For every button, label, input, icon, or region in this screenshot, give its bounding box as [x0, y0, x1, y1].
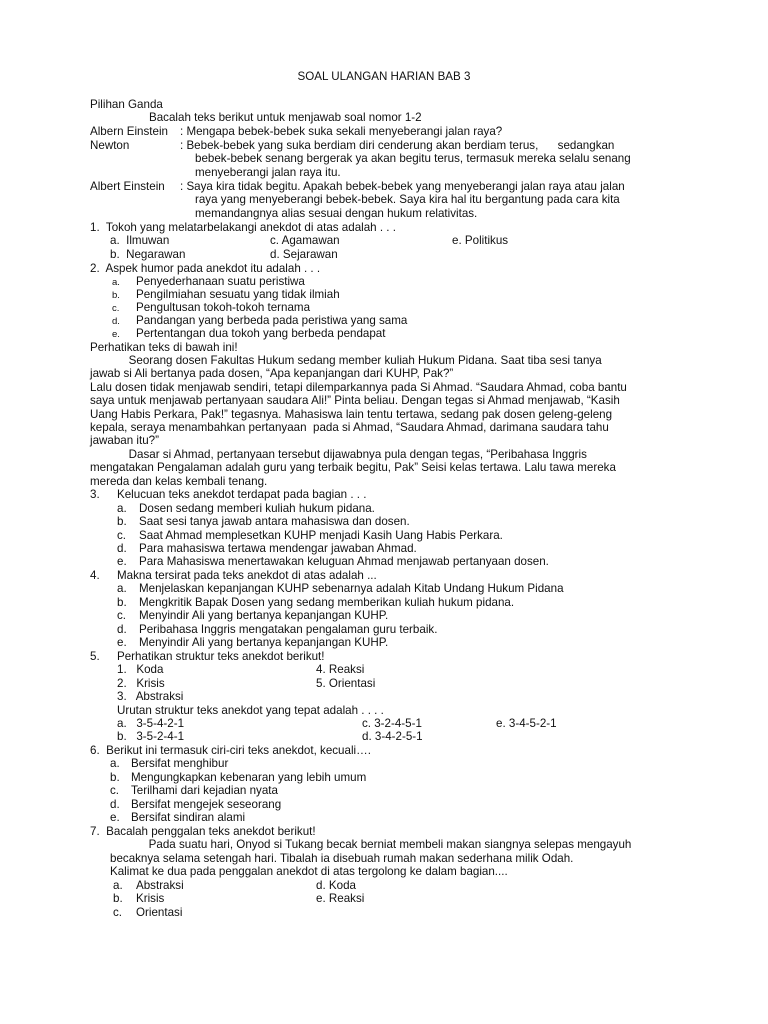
dialog-speaker-1: Albern Einstein	[90, 125, 168, 138]
option-letter: a.	[113, 879, 123, 892]
instruction-1: Bacalah teks berikut untuk menjawab soal nomor 1-2	[149, 111, 422, 124]
option-letter: d.	[117, 542, 127, 555]
option: Para mahasiswa tertawa mendengar jawaban Ahmad.	[139, 542, 417, 555]
passage-line: mengatakan Pengalaman adalah guru yang terbaik begitu, Pak” Seisi kelas tertawa. Lalu tawa mereka	[90, 461, 616, 474]
option-letter: e.	[117, 636, 127, 649]
dialog-line: memandangnya alias sesuai dengan hukum relativitas.	[195, 207, 478, 220]
question-2: 2. Aspek humor pada anekdot itu adalah . . .	[90, 262, 321, 275]
question-1: 1. Tokoh yang melatarbelakangi anekdot di atas adalah . . .	[90, 221, 396, 234]
page-title: SOAL ULANGAN HARIAN BAB 3	[297, 70, 471, 83]
option: Penyederhanaan suatu peristiwa	[136, 275, 305, 288]
option-letter: c.	[117, 529, 127, 542]
question-5-sub: Urutan struktur teks anekdot yang tepat adalah . . . .	[117, 704, 384, 717]
option-letter: a.	[117, 502, 127, 515]
dialog-speaker-3: Albert Einstein	[90, 180, 165, 193]
question-5: Perhatikan struktur teks anekdot berikut!	[117, 650, 325, 663]
dialog-speaker-2: Newton	[90, 139, 130, 152]
question-3: Kelucuan teks anekdot terdapat pada bagian . . .	[117, 488, 367, 501]
dialog-line: : Saya kira tidak begitu. Apakah bebek-bebek yang menyeberangi jalan raya atau jalan	[180, 180, 625, 193]
question-5-number: 5.	[90, 650, 100, 663]
passage-line: jawab si Ali bertanya pada dosen, “Apa kepanjangan dari KUHP, Pak?”	[90, 367, 454, 380]
passage-line: saya untuk menjawab pertanyaan saudara Ali!” Pinta beliau. Dengan tegas si Ahmad menjawab, “Kasih	[90, 394, 620, 407]
option: Mengkritik Bapak Dosen yang sedang memberikan kuliah hukum pidana.	[139, 596, 515, 609]
option: e. 3-4-5-2-1	[496, 717, 557, 730]
option-letter: e.	[112, 329, 120, 340]
option: b. Negarawan	[110, 248, 186, 261]
option-letter: e.	[110, 811, 120, 824]
passage-line: becaknya selama setengah hari. Tibalah ia disebuah rumah makan sederhana milik Odah.	[110, 852, 574, 865]
option: Para Mahasiswa menertawakan keluguan Ahmad menjawab pertanyaan dosen.	[139, 555, 549, 568]
option: Krisis	[136, 892, 165, 905]
option: a. 3-5-4-2-1	[117, 717, 185, 730]
option: d. 3-4-2-5-1	[362, 730, 423, 743]
passage-line: jawaban itu?”	[90, 434, 159, 447]
option-letter: c.	[113, 906, 123, 919]
structure-item: 4. Reaksi	[316, 663, 365, 676]
passage-line: Seorang dosen Fakultas Hukum sedang member kuliah Hukum Pidana. Saat tiba sesi tanya	[90, 354, 602, 367]
option: e. Politikus	[452, 234, 509, 247]
option-letter: a.	[112, 277, 120, 288]
option-letter: d.	[110, 798, 120, 811]
option: Bersifat mengejek seseorang	[131, 798, 282, 811]
option: Pertentangan dua tokoh yang berbeda pendapat	[136, 327, 386, 340]
option: d. Sejarawan	[270, 248, 338, 261]
passage-line: Perhatikan teks di bawah ini!	[90, 341, 238, 354]
option-letter: a.	[110, 757, 120, 770]
passage-line: Kalimat ke dua pada penggalan anekdot di atas tergolong ke dalam bagian....	[110, 865, 508, 878]
option: Peribahasa Inggris mengatakan pengalaman guru terbaik.	[139, 623, 438, 636]
option: Terilhami dari kejadian nyata	[131, 784, 278, 797]
question-4-number: 4.	[90, 569, 100, 582]
option: Saat Ahmad memplesetkan KUHP menjadi Kasih Uang Habis Perkara.	[139, 529, 503, 542]
passage-line: kepala, seraya menambahkan pertanyaan pada si Ahmad, “Saudara Ahmad, darimana saudara tahu	[90, 421, 609, 434]
option-letter: b.	[113, 892, 123, 905]
question-3-number: 3.	[90, 488, 100, 501]
option: Bersifat menghibur	[131, 757, 229, 770]
option: a. Ilmuwan	[110, 234, 170, 247]
option-letter: e.	[117, 555, 127, 568]
passage-line: Pada suatu hari, Onyod si Tukang becak berniat membeli makan siangnya selepas mengayuh	[110, 838, 632, 851]
option: Bersifat sindiran alami	[131, 811, 246, 824]
option: Menyindir Ali yang bertanya kepanjangan KUHP.	[139, 609, 389, 622]
option-letter: b.	[110, 771, 120, 784]
option-letter: a.	[117, 582, 127, 595]
option: c. 3-2-4-5-1	[362, 717, 422, 730]
section-label: Pilihan Ganda	[90, 98, 163, 111]
dialog-line: bebek-bebek senang bergerak ya akan begitu terus, termasuk mereka selalu senang	[195, 152, 631, 165]
option-letter: c.	[112, 303, 120, 314]
passage-line: Lalu dosen tidak menjawab sendiri, tetapi dilemparkannya pada Si Ahmad. “Saudara Ahmad, coba bantu	[90, 381, 627, 394]
dialog-line: menyeberangi jalan raya itu.	[195, 166, 341, 179]
passage-line: Dasar si Ahmad, pertanyaan tersebut dijawabnya pula dengan tegas, “Peribahasa Inggris	[90, 448, 587, 461]
structure-item: 3. Abstraksi	[117, 690, 184, 703]
option-letter: c.	[117, 609, 127, 622]
passage-line: Uang Habis Perkara, Pak!” tegasnya. Mahasiswa lain tentu tertawa, sedang pak dosen geleng-geleng	[90, 408, 613, 421]
option: Pengilmiahan sesuatu yang tidak ilmiah	[136, 288, 340, 301]
option-letter: c.	[110, 784, 120, 797]
option: Pengultusan tokoh-tokoh ternama	[136, 301, 311, 314]
structure-item: 2. Krisis	[117, 677, 165, 690]
option: Menjelaskan kepanjangan KUHP sebenarnya adalah Kitab Undang Hukum Pidana	[139, 582, 564, 595]
question-4: Makna tersirat pada teks anekdot di atas adalah ...	[117, 569, 377, 582]
option: e. Reaksi	[316, 892, 365, 905]
question-7: 7. Bacalah penggalan teks anekdot berikut!	[90, 825, 316, 838]
option-letter: b.	[112, 290, 120, 301]
option-letter: b.	[117, 515, 127, 528]
option-letter: b.	[117, 596, 127, 609]
passage-line: mereda dan kelas kembali tenang.	[90, 475, 268, 488]
question-6: 6. Berikut ini termasuk ciri-ciri teks anekdot, kecuali….	[90, 744, 371, 757]
option: d. Koda	[316, 879, 356, 892]
dialog-line: raya yang menyeberangi bebek-bebek. Saya kira hal itu bergantung pada cara kita	[195, 193, 620, 206]
structure-item: 1. Koda	[117, 663, 164, 676]
dialog-line: : Mengapa bebek-bebek suka sekali menyeberangi jalan raya?	[180, 125, 503, 138]
dialog-line: : Bebek-bebek yang suka berdiam diri cenderung akan berdiam terus, sedangkan	[180, 139, 615, 152]
structure-item: 5. Orientasi	[316, 677, 376, 690]
option-letter: d.	[117, 623, 127, 636]
option: Orientasi	[136, 906, 183, 919]
option: Abstraksi	[136, 879, 184, 892]
option: Menyindir Ali yang bertanya kepanjangan KUHP.	[139, 636, 389, 649]
option: Saat sesi tanya jawab antara mahasiswa dan dosen.	[139, 515, 410, 528]
option-letter: d.	[112, 316, 120, 327]
option: Pandangan yang berbeda pada peristiwa yang sama	[136, 314, 408, 327]
option: b. 3-5-2-4-1	[117, 730, 185, 743]
option: c. Agamawan	[270, 234, 340, 247]
option: Dosen sedang memberi kuliah hukum pidana.	[139, 502, 375, 515]
option: Mengungkapkan kebenaran yang lebih umum	[131, 771, 367, 784]
